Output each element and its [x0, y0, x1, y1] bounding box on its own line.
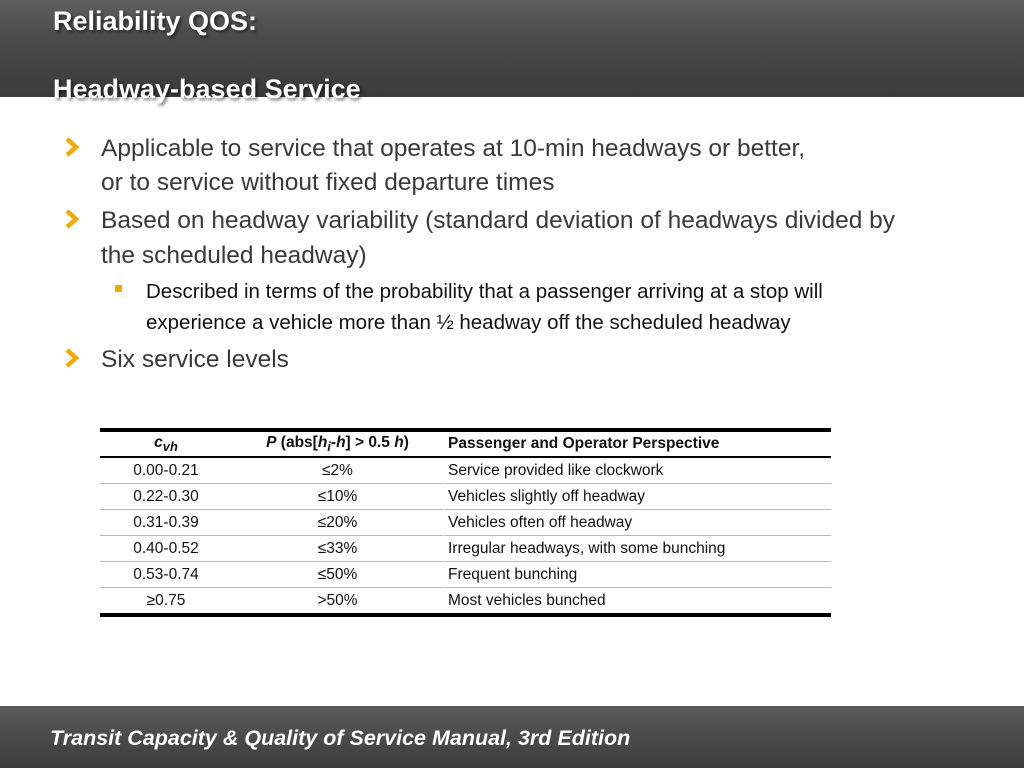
service-levels-table — [100, 428, 831, 617]
cell-perspective: Most vehicles bunched — [448, 591, 606, 609]
footer-title: Transit Capacity & Quality of Service Manual, 3rd Edition — [50, 726, 631, 750]
bullet-2-line2: the scheduled headway) — [101, 242, 367, 269]
cell-perspective: Service provided like clockwork — [448, 461, 664, 479]
cell-cvh: 0.40-0.52 — [133, 539, 199, 557]
chevron-right-icon — [62, 137, 82, 157]
cell-perspective: Irregular headways, with some bunching — [448, 539, 726, 557]
bullet-1-line2: or to service without fixed departure times — [101, 169, 555, 196]
cell-cvh: 0.31-0.39 — [133, 513, 199, 531]
cell-perspective: Vehicles slightly off headway — [448, 487, 646, 505]
cell-probability: ≤50% — [232, 562, 444, 588]
bullet-3: Six service levels — [101, 346, 289, 373]
bullet-1-line1: Applicable to service that operates at 10-min headways or better, — [101, 135, 806, 162]
slide-title-line1: Reliability QOS: — [53, 6, 258, 36]
chevron-right-icon — [62, 348, 82, 368]
cell-probability: ≤2% — [232, 457, 444, 484]
table-row — [100, 588, 831, 616]
table-row — [100, 484, 831, 510]
table-row — [100, 457, 831, 484]
table-row — [100, 510, 831, 536]
footer-bar — [0, 706, 1024, 768]
header-cvh: $c_{vh}$ — [154, 433, 178, 455]
header-perspective: Passenger and Operator Perspective — [448, 435, 720, 452]
table-header-row — [100, 430, 831, 457]
bullet-2-line1: Based on headway variability (standard deviation of headways divided by — [101, 207, 896, 234]
table-row — [100, 536, 831, 562]
cell-cvh: 0.00-0.21 — [133, 461, 199, 479]
sub-bullet-line1: Described in terms of the probability that a passenger arriving at a stop will — [146, 280, 823, 303]
slide-title-line2: Headway-based Service — [53, 74, 361, 104]
cell-probability: >50% — [232, 588, 444, 616]
chevron-right-icon — [62, 209, 82, 229]
cell-probability: ≤10% — [232, 484, 444, 510]
cell-perspective: Vehicles often off headway — [448, 513, 633, 531]
table-row — [100, 562, 831, 588]
cell-cvh: ≥0.75 — [146, 591, 186, 609]
sub-bullet-line2: experience a vehicle more than ½ headway off the scheduled headway — [146, 311, 791, 334]
square-bullet-icon — [115, 285, 122, 292]
header-probability: P ($abs[h_i-h] > 0.5$ h) — [232, 430, 444, 457]
cell-perspective: Frequent bunching — [448, 565, 578, 583]
cell-probability: ≤20% — [232, 510, 444, 536]
cell-cvh: 0.53-0.74 — [133, 565, 199, 583]
cell-probability: ≤33% — [232, 536, 444, 562]
cell-cvh: 0.22-0.30 — [133, 487, 199, 505]
